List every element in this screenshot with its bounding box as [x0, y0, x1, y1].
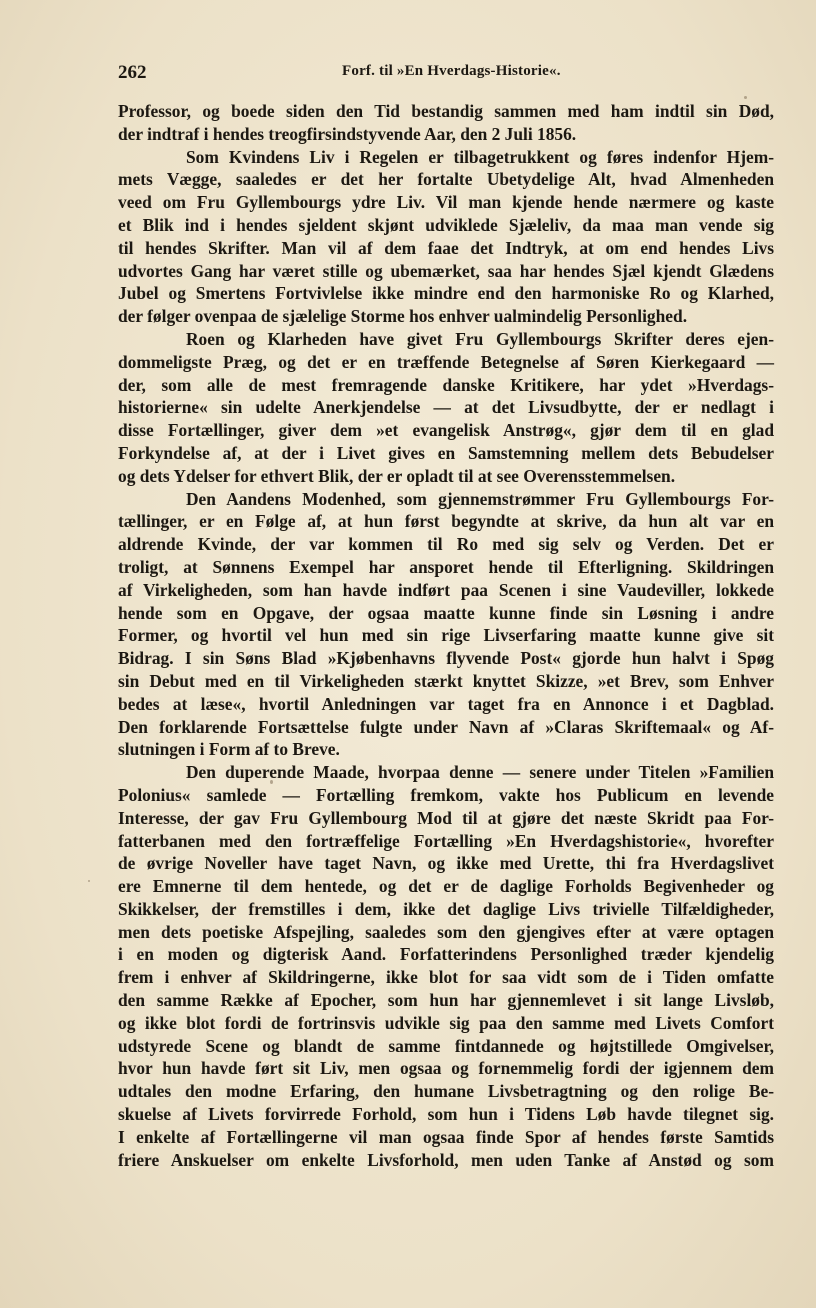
text-line: sin Debut med en til Virkeligheden stærkt knyttet Skizze, »et Brev, som Enhver [118, 670, 774, 691]
text-line: der, som alle de mest fremragende danske Kritikere, har ydet »Hverdags- [118, 374, 774, 395]
text-line: skuelse af Livets forvirrede Forhold, som hun i Tidens Løb havde tilegnet sig. [118, 1104, 774, 1125]
text-line: men dets poetiske Afspejling, saaledes som den gjengives efter at være optagen [118, 921, 774, 942]
text-line: Skikkelser, der fremstilles i dem, ikke det daglige Livs trivielle Tilfældigheder, [118, 898, 774, 919]
text-line: den samme Række af Epocher, som hun har gjennemlevet i sit lange Livsløb, [118, 990, 774, 1011]
text-line: Interesse, der gav Fru Gyllembourg Mod til at gjøre det næste Skridt paa For- [118, 807, 774, 828]
text-line: Den Aandens Modenhed, som gjennemstrømmer Fru Gyllembourgs For- [186, 488, 774, 509]
text-line: udtales den modne Erfaring, den humane Livsbetragtning og den rolige Be- [118, 1081, 774, 1102]
text-line: Bidrag. I sin Søns Blad »Kjøbenhavns flyvende Post« gjorde hun halvt i Spøg [118, 648, 774, 669]
text-line: veed om Fru Gyllembourgs ydre Liv. Vil man kjende hende nærmere og kaste [118, 192, 774, 213]
text-line: friere Anskuelser om enkelte Livsforhold, men uden Tanke af Anstød og som [118, 1149, 774, 1170]
text-line: udstyrede Scene og blandt de samme fintdannede og højtstillede Omgivelser, [118, 1035, 774, 1056]
text-line: der indtraf i hendes treogfirsindstyvende Aar, den 2 Juli 1856. [118, 123, 577, 144]
text-line: Former, og hvortil vel hun med sin rige Livserfaring maatte kunne give sit [118, 625, 774, 646]
text-line: troligt, at Sønnens Exempel har ansporet hende til Efterligning. Skildringen [118, 556, 774, 577]
text-line: Den duperende Maade, hvorpaa denne — senere under Titelen »Familien [186, 762, 774, 783]
text-line: af Virkeligheden, som han havde indført paa Scenen i sine Vaudeviller, lokkede [118, 579, 774, 600]
text-line: hvor hun havde ført sit Liv, men ogsaa og fornemmelig fordi der igjennem dem [118, 1058, 774, 1079]
text-line: Jubel og Smertens Fortvivlelse ikke mindre end den harmoniske Ro og Klarhed, [118, 283, 774, 304]
text-line: Som Kvindens Liv i Regelen er tilbagetrukkent og føres indenfor Hjem- [186, 146, 774, 167]
text-line: frem i enhver af Skildringerne, ikke blot for saa vidt som de i Tiden omfatte [118, 967, 774, 988]
paper-speck [88, 880, 90, 882]
text-line: slutningen i Form af to Breve. [118, 739, 340, 760]
text-line: til hendes Skrifter. Man vil af dem faae det Indtryk, at om end hendes Livs [118, 237, 774, 258]
text-line: hende som en Opgave, der ogsaa maatte kunne finde sin Løsning i andre [118, 602, 774, 623]
text-line: dommeligste Præg, og det er en træffende Betegnelse af Søren Kierkegaard — [118, 351, 774, 372]
text-line: Professor, og boede siden den Tid bestandig sammen med ham indtil sin Død, [118, 101, 774, 121]
page-number: 262 [118, 62, 147, 83]
text-line: Roen og Klarheden have givet Fru Gyllembourgs Skrifter deres ejen- [186, 328, 774, 349]
text-line: i en moden og digterisk Aand. Forfatterindens Personlighed træder kjendelig [118, 944, 774, 965]
text-line: udvortes Gang har været stille og ubemærket, saa har hendes Sjæl kjendt Glædens [118, 260, 774, 281]
text-line: tællinger, er en Følge af, at hun først begyndte at skrive, da hun alt var en [118, 511, 774, 532]
text-line: mets Vægge, saaledes er det her fortalte Ubetydelige Alt, hvad Almenheden [118, 169, 774, 190]
text-line: aldrende Kvinde, der var kommen til Ro med sig selv og Verden. Det er [118, 534, 774, 555]
running-head [118, 62, 774, 86]
text-line: et Blik ind i hendes sjeldent skjønt udviklede Sjæleliv, da maa man vende sig [118, 214, 774, 235]
text-line: Den forklarende Fortsættelse fulgte under Navn af »Claras Skriftemaal« og Af- [118, 716, 774, 737]
text-line: der følger ovenpaa de sjælelige Storme hos enhver ualmindelig Personlighed. [118, 306, 688, 327]
text-line: disse Fortællinger, giver dem »et evangelisk Anstrøg«, gjør dem til en glad [118, 420, 774, 441]
text-line: I enkelte af Fortællingerne vil man ogsaa finde Spor af hendes første Samtids [118, 1126, 774, 1147]
running-title: Forf. til »En Hverdags-Historie«. [342, 63, 561, 79]
text-line: de øvrige Noveller have taget Navn, og ikke med Urette, thi fra Hverdagslivet [118, 853, 774, 874]
text-line: ere Emnerne til dem hentede, og det er de daglige Forholds Begivenheder og [118, 876, 774, 897]
text-line: bedes at læse«, hvortil Anledningen var taget fra en Annonce i et Dagblad. [118, 693, 774, 714]
text-line: historierne« sin udelte Anerkjendelse — at det Livsudbytte, der er nedlagt i [118, 397, 774, 418]
text-line: og dets Ydelser for ethvert Blik, der er opladt til at see Overensstemmelsen. [118, 465, 676, 486]
text-line: fatterbanen med den fortræffelige Fortælling »En Hverdagshistorie«, hvorefter [118, 830, 774, 851]
paper-speck [744, 96, 747, 99]
body-text [118, 100, 774, 1171]
text-line: Polonius« samlede — Fortælling fremkom, vakte hos Publicum en levende [118, 784, 774, 805]
text-line: og ikke blot fordi de fortrinsvis udvikle sig paa den samme med Livets Comfort [118, 1012, 774, 1033]
text-line: Forkyndelse af, at der i Livet gives en Samstemning mellem dets Bebudelser [118, 442, 774, 463]
